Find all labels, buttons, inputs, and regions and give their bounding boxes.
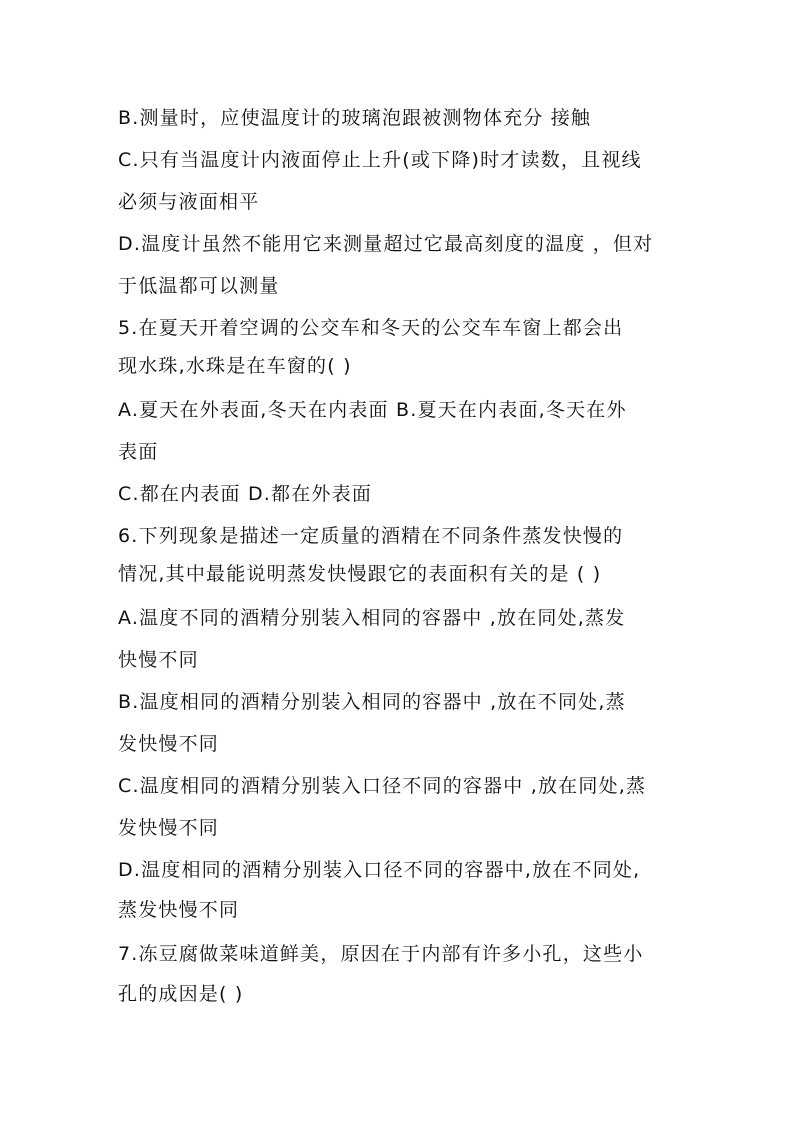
text-line: C.只有当温度计内液面停止上升(或下降)时才读数，且视线 <box>118 149 642 171</box>
text-line: 表面 <box>118 441 159 463</box>
text-line: A.温度不同的酒精分别装入相同的容器中 ,放在同处,蒸发 <box>118 607 626 629</box>
text-line: 发快慢不同 <box>118 817 220 839</box>
text-line: 快慢不同 <box>118 649 199 671</box>
text-line: A.夏天在外表面,冬天在内表面 B.夏天在内表面,冬天在外 <box>118 399 627 421</box>
text-line: C.都在内表面 D.都在外表面 <box>118 483 373 505</box>
text-line: 6.下列现象是描述一定质量的酒精在不同条件蒸发快慢的 <box>118 525 624 547</box>
text-line: B.温度相同的酒精分别装入相同的容器中 ,放在不同处,蒸 <box>118 691 626 713</box>
text-line: 情况,其中最能说明蒸发快慢跟它的表面积有关的是 ( ) <box>118 563 602 585</box>
text-line: D.温度计虽然不能用它来测量超过它最高刻度的温度 ，但对 <box>118 233 654 255</box>
text-line: 5.在夏天开着空调的公交车和冬天的公交车车窗上都会出 <box>118 317 624 339</box>
text-line: 现水珠,水珠是在车窗的( ) <box>118 355 352 377</box>
text-line: 蒸发快慢不同 <box>118 899 240 921</box>
text-line: B.测量时，应使温度计的玻璃泡跟被测物体充分 接触 <box>118 107 592 129</box>
text-line: C.温度相同的酒精分别装入口径不同的容器中 ,放在同处,蒸 <box>118 775 647 797</box>
text-line: 必须与液面相平 <box>118 191 260 213</box>
text-line: 于低温都可以测量 <box>118 275 280 297</box>
text-line: 孔的成因是( ) <box>118 983 244 1005</box>
text-line: 发快慢不同 <box>118 733 220 755</box>
text-line: D.温度相同的酒精分别装入口径不同的容器中,放在不同处, <box>118 859 641 881</box>
text-line: 7.冻豆腐做菜味道鲜美，原因在于内部有许多小孔，这些小 <box>118 943 644 965</box>
